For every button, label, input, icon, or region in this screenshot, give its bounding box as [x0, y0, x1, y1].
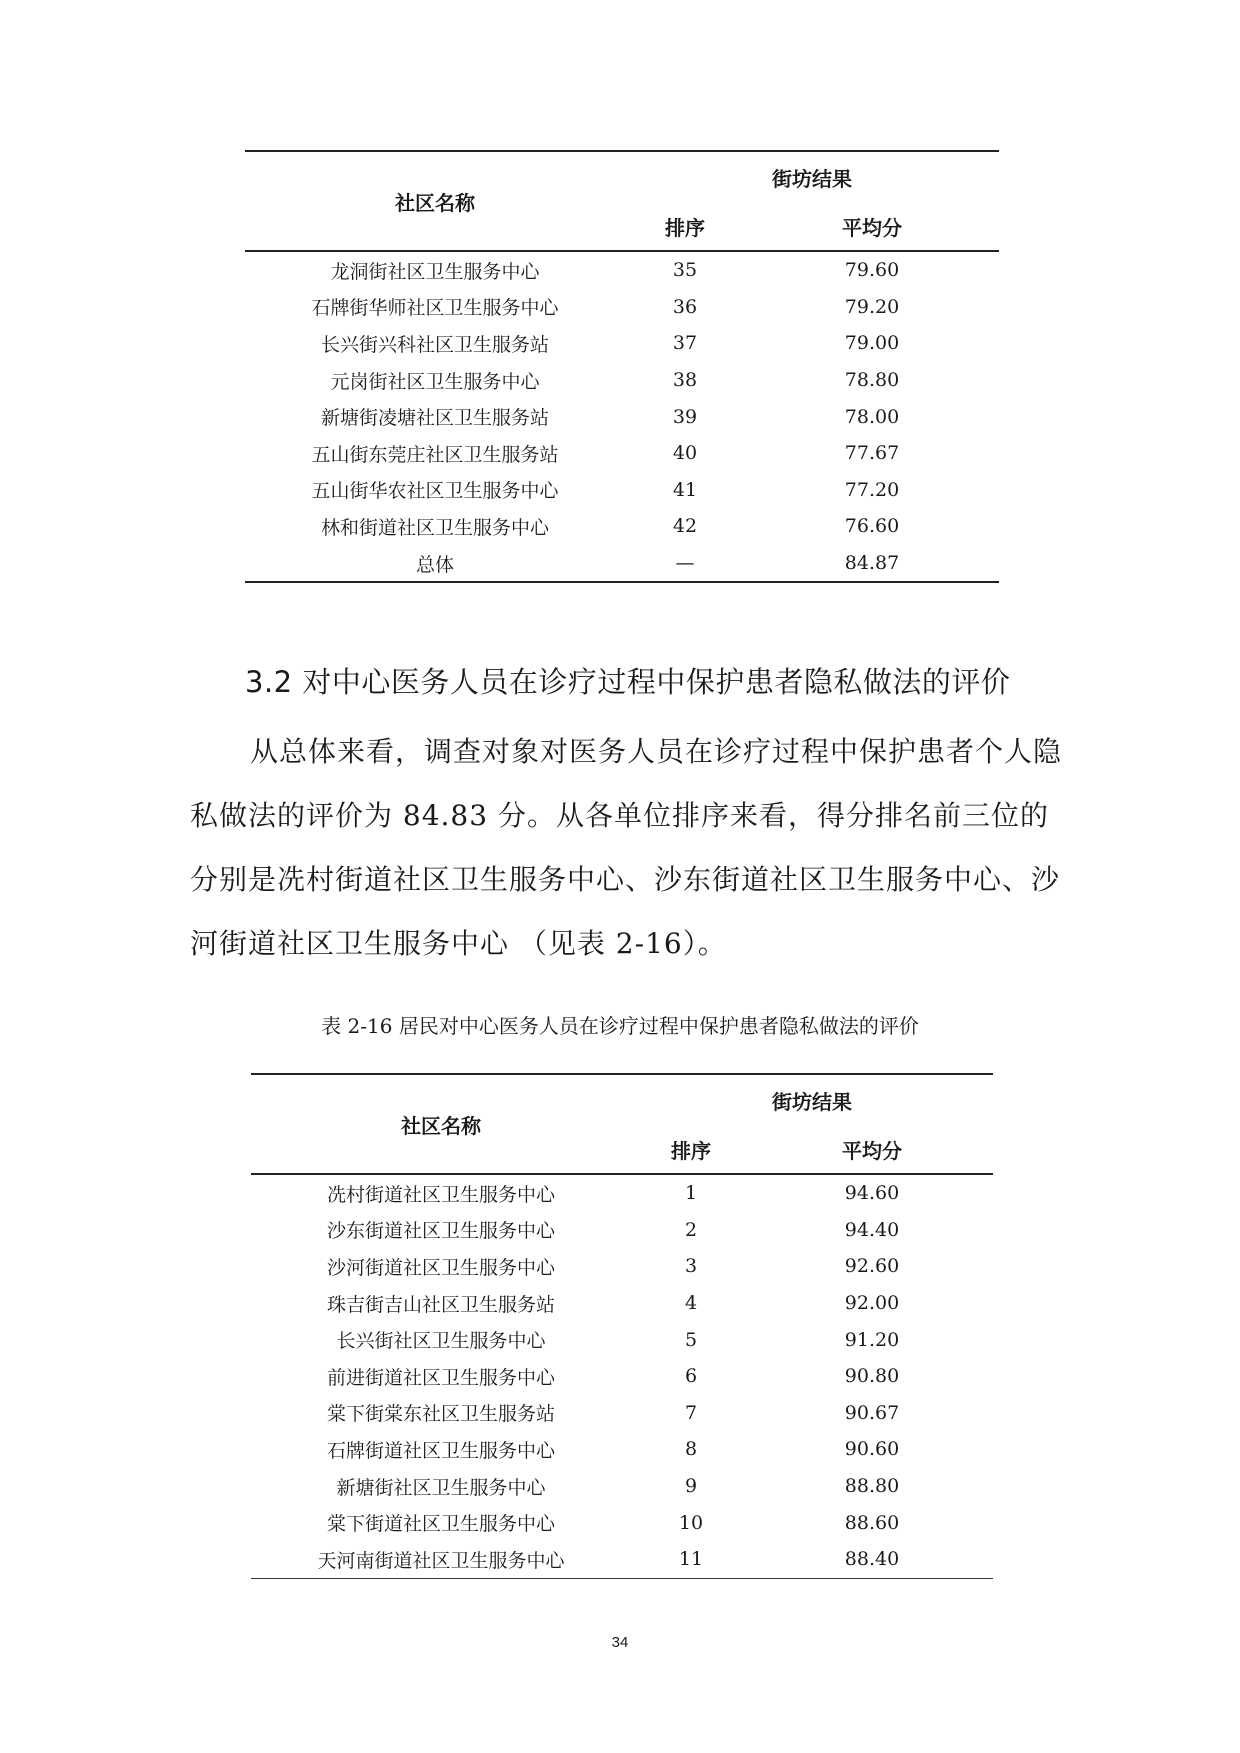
cell-average-score: 79.60 — [844, 259, 900, 282]
table-row — [245, 435, 999, 472]
column-header-score: 平均分 — [751, 1125, 993, 1174]
column-header-rank: 排序 — [625, 202, 745, 251]
table-row — [251, 1541, 993, 1578]
table-caption: 表 2-16 居民对中心医务人员在诊疗过程中保护患者隐私做法的评价 — [321, 1014, 919, 1038]
table-row — [251, 1395, 993, 1432]
cell-rank: 41 — [672, 478, 698, 501]
cell-community-name: 石牌街道社区卫生服务中心 — [326, 1439, 555, 1462]
cell-average-score: 90.60 — [844, 1438, 900, 1461]
table-row — [245, 472, 999, 509]
table-row — [251, 1174, 993, 1212]
cell-community-name: 珠吉街吉山社区卫生服务站 — [326, 1293, 555, 1316]
cell-community-name: 石牌街华师社区卫生服务中心 — [311, 297, 559, 320]
cell-rank: 40 — [672, 442, 698, 465]
cell-community-name: 沙河街道社区卫生服务中心 — [326, 1256, 555, 1279]
cell-community-name: 棠下街道社区卫生服务中心 — [326, 1513, 555, 1536]
cell-rank: 39 — [672, 405, 698, 428]
cell-community-name: 沙东街道社区卫生服务中心 — [326, 1220, 555, 1243]
cell-community-name: 总体 — [415, 553, 454, 576]
table-row — [251, 1358, 993, 1395]
column-header-group: 街坊结果 — [772, 166, 852, 191]
table-row — [245, 362, 999, 399]
cell-rank: 9 — [684, 1475, 698, 1498]
cell-community-name: 林和街道社区卫生服务中心 — [320, 516, 549, 539]
table-row — [245, 398, 999, 435]
cell-average-score: 78.00 — [844, 405, 900, 428]
column-header-community: 社区名称 — [251, 1074, 631, 1174]
column-header-score: 平均分 — [745, 202, 999, 251]
cell-rank: 8 — [684, 1438, 698, 1461]
cell-community-name: 前进街道社区卫生服务中心 — [326, 1366, 555, 1389]
cell-rank: 42 — [672, 515, 698, 538]
cell-average-score: 90.80 — [844, 1365, 900, 1388]
cell-community-name: 新塘街凌塘社区卫生服务站 — [320, 407, 549, 430]
cell-rank: 3 — [684, 1255, 698, 1278]
cell-average-score: 77.20 — [844, 478, 900, 501]
cell-average-score: 79.00 — [844, 332, 900, 355]
cell-average-score: 77.67 — [844, 442, 900, 465]
cell-average-score: 79.20 — [844, 295, 900, 318]
cell-rank: 37 — [672, 332, 698, 355]
cell-rank: 36 — [672, 295, 698, 318]
cell-community-name: 龙洞街社区卫生服务中心 — [330, 260, 540, 283]
cell-average-score: 84.87 — [844, 552, 900, 575]
column-header-rank: 排序 — [631, 1125, 751, 1174]
table-body — [245, 251, 999, 582]
section-heading: 3.2 对中心医务人员在诊疗过程中保护患者隐私做法的评价 — [245, 665, 1011, 699]
cell-community-name: 五山街华农社区卫生服务中心 — [311, 480, 559, 503]
cell-rank: 7 — [684, 1401, 698, 1424]
cell-community-name: 天河南街道社区卫生服务中心 — [317, 1549, 565, 1572]
table-row — [251, 1248, 993, 1285]
cell-rank: 4 — [684, 1292, 698, 1315]
cell-average-score: 78.80 — [844, 369, 900, 392]
cell-average-score: 88.60 — [844, 1511, 900, 1534]
table-row — [251, 1504, 993, 1541]
cell-rank: 5 — [684, 1328, 698, 1351]
table-row — [251, 1468, 993, 1505]
cell-average-score: 92.00 — [844, 1292, 900, 1315]
cell-average-score: 88.40 — [844, 1548, 900, 1571]
cell-rank: 6 — [684, 1365, 698, 1388]
cell-average-score: 94.60 — [844, 1182, 900, 1205]
column-header-community: 社区名称 — [245, 151, 625, 251]
table-row — [251, 1285, 993, 1322]
table-row — [251, 1212, 993, 1249]
cell-rank: 10 — [678, 1511, 704, 1534]
table-row — [245, 545, 999, 583]
page-number: 34 — [611, 1634, 629, 1651]
cell-average-score: 88.80 — [844, 1475, 900, 1498]
cell-rank: — — [675, 552, 695, 575]
cell-rank: 1 — [684, 1182, 698, 1205]
cell-rank: 35 — [672, 259, 698, 282]
column-header-group: 街坊结果 — [772, 1089, 852, 1114]
table-row — [245, 251, 999, 289]
cell-average-score: 94.40 — [844, 1218, 900, 1241]
table-row — [245, 289, 999, 326]
table-row — [245, 508, 999, 545]
table-row — [251, 1431, 993, 1468]
cell-rank: 2 — [684, 1218, 698, 1241]
privacy-ranking-table — [251, 1073, 993, 1579]
cell-community-name: 五山街东莞庄社区卫生服务站 — [311, 443, 559, 466]
cell-community-name: 长兴街兴科社区卫生服务站 — [320, 333, 549, 356]
body-paragraph: 从总体来看，调查对象对医务人员在诊疗过程中保护患者个人隐私做法的评价为 84.83 分。从各单位排序来看，得分排名前三位的分别是冼村街道社区卫生服务中心、沙东街道社区卫生服务中心、沙河街道社区卫生服务中心 （见表 2-16）。 — [190, 735, 1063, 960]
table-row — [245, 325, 999, 362]
table-body — [251, 1174, 993, 1578]
cell-community-name: 棠下街棠东社区卫生服务站 — [326, 1403, 555, 1426]
cell-community-name: 长兴街社区卫生服务中心 — [336, 1330, 546, 1353]
ranking-table-continued — [245, 150, 999, 583]
cell-community-name: 新塘街社区卫生服务中心 — [336, 1476, 546, 1499]
cell-rank: 38 — [672, 369, 698, 392]
table-row — [251, 1321, 993, 1358]
cell-community-name: 元岗街社区卫生服务中心 — [330, 370, 540, 393]
cell-community-name: 冼村街道社区卫生服务中心 — [326, 1183, 555, 1206]
cell-average-score: 90.67 — [844, 1401, 900, 1424]
cell-average-score: 76.60 — [844, 515, 900, 538]
cell-average-score: 91.20 — [844, 1328, 900, 1351]
cell-average-score: 92.60 — [844, 1255, 900, 1278]
cell-rank: 11 — [678, 1548, 704, 1571]
